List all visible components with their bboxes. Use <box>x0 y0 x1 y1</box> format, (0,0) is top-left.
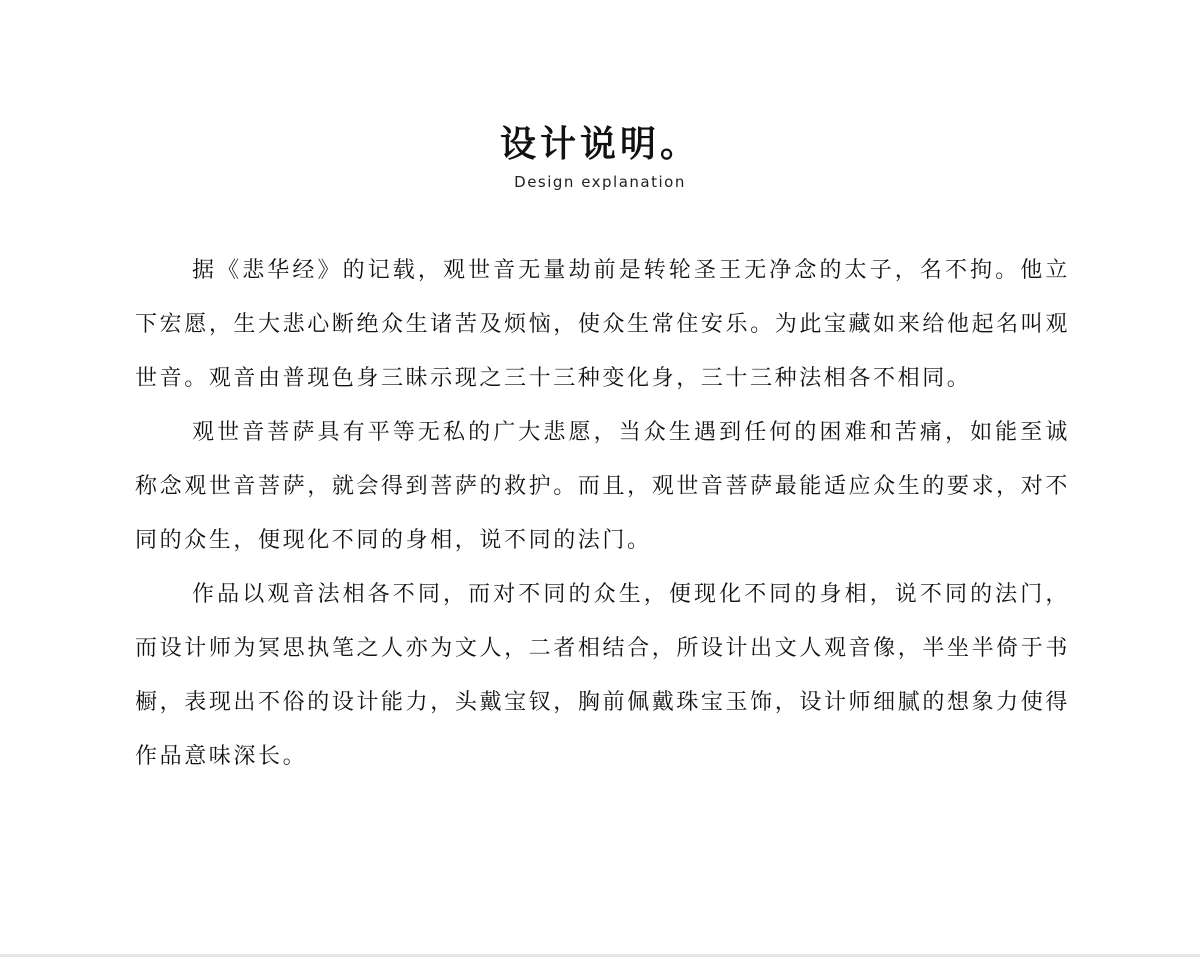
paragraph-3: 作品以观音法相各不同，而对不同的众生，便现化不同的身相，说不同的法门，而设计师为冥思执笔之人亦为文人，二者相结合，所设计出文人观音像，半坐半倚于书橱，表现出不俗的设计能力，头戴宝钗，胸前佩戴珠宝玉饰，设计师细腻的想象力使得作品意味深长。 <box>135 582 1070 769</box>
paragraph-2: 观世音菩萨具有平等无私的广大悲愿，当众生遇到任何的困难和苦痛，如能至诚称念观世音菩萨，就会得到菩萨的救护。而且，观世音菩萨最能适应众生的要求，对不同的众生，便现化不同的身相，说不同的法门。 <box>135 420 1070 553</box>
heading-block <box>0 118 1200 192</box>
paragraph-1: 据《悲华经》的记载，观世音无量劫前是转轮圣王无净念的太子，名不拘。他立下宏愿，生大悲心断绝众生诸苦及烦恼，使众生常住安乐。为此宝藏如来给他起名叫观世音。观音由普现色身三昧示现之三十三种变化身，三十三种法相各不相同。 <box>135 258 1070 391</box>
page-title: 设计说明。 <box>499 123 700 165</box>
body-text <box>135 244 1070 784</box>
page-subtitle: Design explanation <box>514 173 686 191</box>
